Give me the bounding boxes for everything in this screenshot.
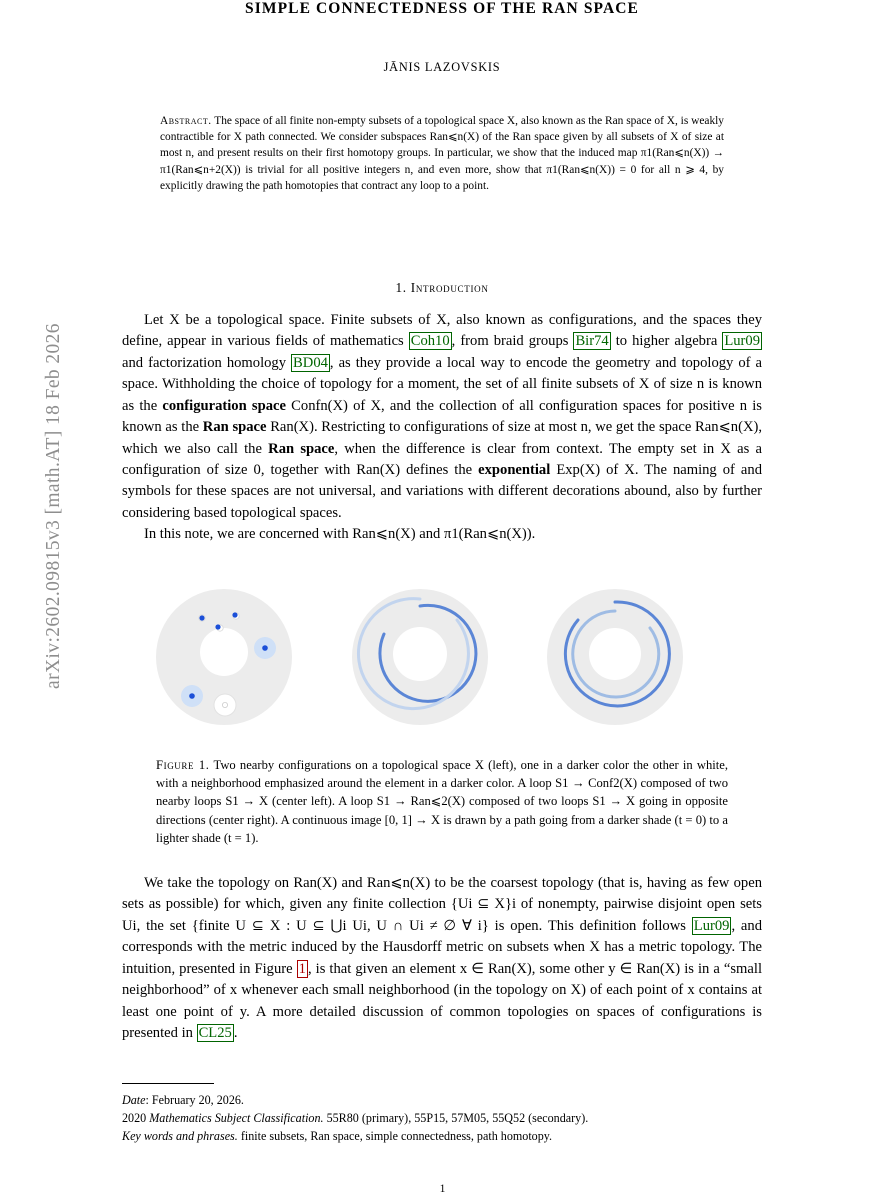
p1-part-i: Exp(X) of X. The naming of and symbols for these spaces are not universal, and variations with different decorations abound, also by further considering based topological spaces. [122, 462, 762, 521]
citation-bir74[interactable]: Bir74 [575, 333, 609, 350]
p1-part-e: , as they provide a local way to encode the geometry and topology of a space. Withholding the choice of topology for a moment, the set of all finite subsets of X of size n is known as the [122, 354, 762, 414]
p3-part-a: We take the topology on Ran(X) and Ran⩽n(X) to be the coarsest topology (that is, having as few open sets as possible) for which, given any finite collection {Ui ⊆ X}i of nonempty, pairwise disjoint open sets Ui, the set {finite U ⊆ X : U ⊆ ⋃i Ui, U ∩ Ui ≠ ∅ ∀ i} is open. This definition follows [122, 875, 762, 934]
citation-coh10[interactable]: Coh10 [410, 333, 450, 350]
figure-panel-center-left [352, 589, 488, 725]
section-heading [122, 280, 762, 296]
abstract-block [160, 113, 724, 194]
p3-part-d: . [233, 1025, 238, 1042]
p1-part-c: to higher algebra [610, 333, 723, 350]
footnote-msc-label: Mathematics Subject Classification. [149, 1110, 324, 1125]
figure-reference-link[interactable]: 1 [298, 960, 306, 977]
footnote-date [122, 1091, 762, 1109]
p1-part-g: Ran(X). Restricting to configurations of size at most n, we get the space Ran⩽n(X), which we also call the [122, 419, 762, 457]
p1-part-a: Let X be a topological space. Finite subsets of X, also known as configurations, and the spaces they define, appear in various fields of mathematics [122, 311, 762, 350]
citation-lur09-2[interactable]: Lur09 [693, 917, 730, 934]
page-title: SIMPLE CONNECTEDNESS OF THE RAN SPACE [245, 0, 639, 17]
footnote-msc [122, 1109, 762, 1127]
p3-part-c: , is that given an element x ∈ Ran(X), some other y ∈ Ran(X) is in a “small neighborhood” of x whenever each small neighborhood (in the topology on X) of each point of x contains at least one point of y. A more detailed discussion of common topologies on spaces of configurations is presented in [122, 960, 762, 1042]
page-number: 1 [439, 1182, 446, 1195]
figure-caption-text: Two nearby configurations on a topological space X (left), one in a darker color the other in white, with a neighborhood emphasized around the element in a darker color. A loop S1 → Conf2(X) composed of two nearby loops S1 → X (center left). A loop S1 → Ran⩽2(X) composed of two loops S1 → X going in opposite directions (center right). A continuous image [0, 1] → X is drawn by a path going from a darker shade (t = 0) to a lighter shade (t = 1). [156, 757, 728, 845]
p1-part-h: , when the difference is clear from context. The empty set in X as a configuration of size 0, together with Ran(X) defines the [122, 440, 763, 478]
arxiv-stamp: arXiv:2602.09815v3 [math.AT] 18 Feb 2026 [43, 323, 64, 689]
term-ran-space: Ran space [202, 419, 267, 436]
citation-bd04[interactable]: BD04 [293, 354, 328, 371]
term-exponential: exponential [478, 462, 551, 478]
intro-paragraph-1 [122, 310, 762, 546]
figure-1-graphic [122, 572, 762, 742]
figure-panel-center-right [547, 589, 683, 725]
section-number: 1. [395, 279, 407, 295]
figure-svg [132, 572, 752, 742]
citation-cl25[interactable]: CL25 [198, 1025, 232, 1042]
author-name: JĀNIS LAZOVSKIS [383, 60, 501, 74]
term-configuration-space: configuration space [162, 397, 286, 414]
footnotes-block [122, 1091, 762, 1145]
abstract-heading: Abstract. [160, 115, 212, 127]
figure-1-caption [156, 756, 728, 847]
p1-part-d: and factorization homology [122, 354, 292, 371]
p3-part-b: , and corresponds with the metric induced by the Hausdorff metric on subsets when X has a metric topology. The intuition, presented in Figure [122, 917, 763, 977]
footnote-date-label: Date [122, 1092, 146, 1107]
citation-lur09[interactable]: Lur09 [724, 333, 760, 350]
intro-paragraph-2 [122, 524, 762, 545]
footnote-msc-year: 2020 [122, 1110, 150, 1125]
section-name: Introduction [410, 279, 489, 295]
footnote-msc-value: 55R80 (primary), 55P15, 57M05, 55Q52 (secondary). [323, 1110, 589, 1125]
footnote-keywords [122, 1127, 762, 1145]
footnote-divider [122, 1083, 214, 1084]
paper-content [122, 0, 762, 1145]
intro-paragraph-3 [122, 873, 762, 1045]
figure-panel-left [156, 589, 292, 725]
footnote-keywords-label: Key words and phrases. [122, 1128, 238, 1143]
p2-text: In this note, we are concerned with Ran⩽n(X) and π1(Ran⩽n(X)). [144, 526, 536, 543]
figure-caption-head: Figure 1. [156, 757, 210, 772]
p1-part-b: , from braid groups [451, 333, 574, 350]
footnote-date-value: : February 20, 2026. [145, 1092, 244, 1107]
footnote-keywords-value: finite subsets, Ran space, simple connectedness, path homotopy. [237, 1128, 553, 1143]
p1-part-f: Confn(X) of X, and the collection of all configuration spaces for positive n is known as the [122, 397, 762, 436]
abstract-text: The space of all finite non-empty subsets of a topological space X, also known as the Ran space of X, is weakly contractible for X path connected. We consider subspaces Ran⩽n(X) of the Ran space given by all subsets of X of size at most n, and present results on their first homotopy groups. In particular, we show that the induced map π1(Ran⩽n(X)) → π1(Ran⩽n+2(X)) is trivial for all positive integers n, and even more, show that π1(Ran⩽n(X)) = 0 for all n ⩾ 4, by explicitly drawing the path homotopies that contract any loop to a point. [160, 115, 724, 192]
term-ran-space-2: Ran space [268, 440, 335, 457]
